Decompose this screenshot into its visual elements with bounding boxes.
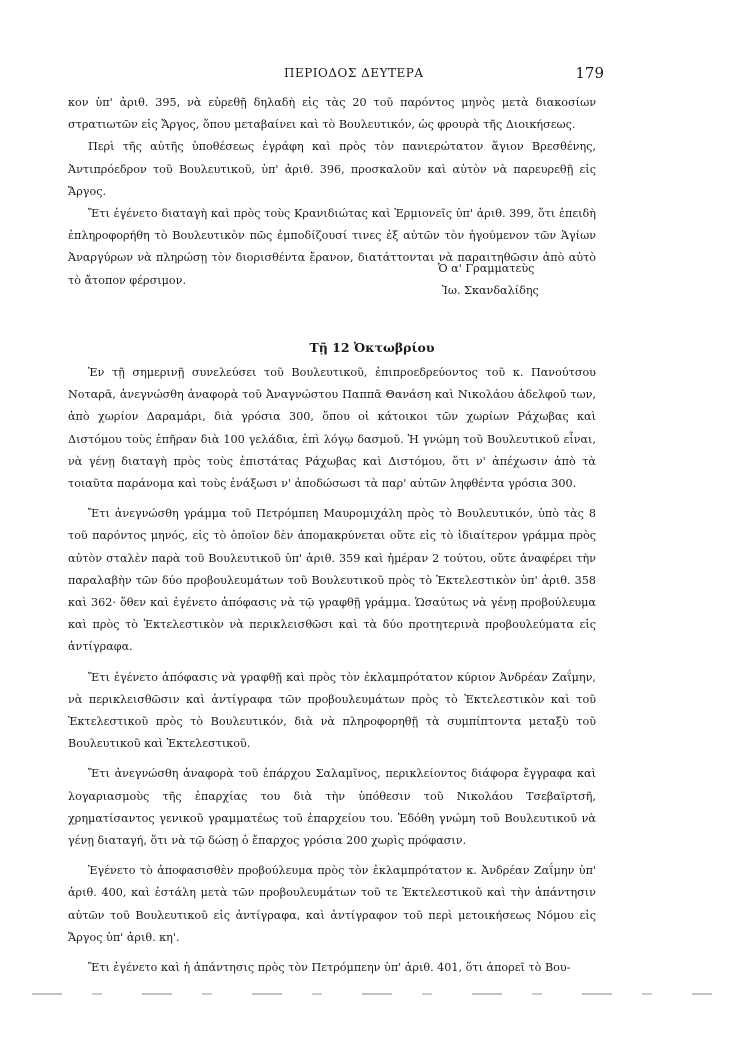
paragraph-continuation: κον ὑπ' ἀριθ. 395, νὰ εὑρεθῇ δηλαδὴ εἰς τὰς 20 τοῦ παρόντος μηνὸς μετὰ διακοσίων στρατιωτῶν εἰς Ἄργος, ὅπου μεταβαίνει καὶ τὸ Βουλευτικόν, ὡς φρουρὰ τῆς Διοικήσεως. <box>68 96 596 132</box>
page-number: 179 <box>575 64 604 82</box>
paragraph: Ἐγένετο τὸ ἀποφασισθὲν προβούλευμα πρὸς τὸν ἐκλαμπρότατον κ. Ἀνδρέαν Ζαΐμην ὑπ' ἀριθ. 400, καὶ ἐστάλη μετὰ τῶν προβουλευμάτων τοῦ τε Ἐκτελεστικοῦ καὶ τὴν ἀπάντησιν αὐτῶν τοῦ Βουλευτικοῦ εἰς ἀντίγραφα, καὶ ἀντίγραφον τοῦ περὶ μετοικήσεως Νόμου εἰς Ἄργος ὑπ' ἀριθ. κη'. <box>68 864 596 944</box>
paragraph: Ἔτι ἀνεγνώσθη γράμμα τοῦ Πετρόμπεη Μαυρομιχάλη πρὸς τὸ Βουλευτικόν, ὑπὸ τὰς 8 τοῦ παρόντος μηνός, εἰς τὸ ὁποῖον δὲν ἀπομακρύνεται οὔτε εἰς τὸ ἰδιαίτερον γράμμα πρὸς αὐτὸν σταλὲν παρὰ τοῦ Βουλευτικοῦ ὑπ' ἀριθ. 359 καὶ ἡμέραν 2 τούτου, οὔτε ἀναφέρει τὴν παραλαβὴν τῶν δύο προβουλευμάτων τοῦ Βουλευτικοῦ πρὸς τὸ Ἐκτελεστικὸν ὑπ' ἀριθ. 358 καὶ 362· ὅθεν καὶ ἐγένετο ἀπόφασις νὰ τῷ γραφθῇ γράμμα. Ὡσαύτως νὰ γένῃ προβούλευμα καὶ πρὸς τὸ Ἐκτελεστικὸν νὰ περικλεισθῶσι καὶ τὰ δύο προτητερινὰ προβουλεύματα εἰς ἀντίγραφα. <box>68 507 596 654</box>
page-header <box>84 66 604 86</box>
paragraph: Ἔτι ἐγένετο ἀπόφασις νὰ γραφθῇ καὶ πρὸς τὸν ἐκλαμπρότατον κύριον Ἀνδρέαν Ζαΐμην, νὰ περικλεισθῶσιν καὶ ἀντίγραφα τῶν προβουλευμάτων πρὸς τὸ Ἐκτελεστικὸν καὶ τοῦ Ἐκτελεστικοῦ πρὸς τὸ Βουλευτικόν, διὰ νὰ πληροφορηθῇ τὰ συμπίπτοντα μεταξὺ τοῦ Βουλευτικοῦ καὶ Ἐκτελεστικοῦ. <box>68 670 596 751</box>
paragraph: Ἔτι ἐγένετο καὶ ἡ ἀπάντησις πρὸς τὸν Πετρόμπεην ὑπ' ἀριθ. 401, ὅτι ἀπορεῖ τὸ Βου- <box>88 961 571 975</box>
running-title: ΠΕΡΙΟΔΟΣ ΔΕΥΤΕΡΑ <box>284 66 424 80</box>
signature-block <box>438 258 539 302</box>
signature-name: Ἰω. Σκανδαλίδης <box>442 284 539 297</box>
body-section <box>68 362 596 979</box>
scan-artifact-rule <box>32 993 712 995</box>
paragraph: Ἐν τῇ σημερινῇ συνελεύσει τοῦ Βουλευτικοῦ, ἐπιπροεδρεύοντος τοῦ κ. Πανούτσου Νοταρᾶ, ἀνεγνώσθη ἀναφορὰ τοῦ Ἀναγνώστου Παππᾶ Θανάση καὶ Νικολάου ἀδελφοῦ των, ἀπὸ χωρίον Δαραμάρι, διὰ γρόσια 300, ὅπου οἱ κάτοικοι τῶν χωρίων Ράχωβας καὶ Διστόμου τοὺς ἐπῆραν διὰ 100 γελάδια, ἐπὶ λόγῳ δασμοῦ. Ἡ γνώμη τοῦ Βουλευτικοῦ εἶναι, νὰ γένῃ διαταγὴ πρὸς τοὺς ἐπιστάτας Ράχωβας καὶ Διστόμου, ὅτι ν' ἀπέχωσιν ἀπὸ τὰ τοιαῦτα παράνομα καὶ τοὺς ἐνάξωσι ν' ἀποδώσωσι τὰ παρ' αὐτῶν ληφθέντα γρόσια 300. <box>68 366 596 491</box>
paragraph: Ἔτι ἀνεγνώσθη ἀναφορὰ τοῦ ἐπάρχου Σαλαμῖνος, περικλείοντος διάφορα ἔγγραφα καὶ λογαριασμοὺς τῆς ἐπαρχίας του διὰ τὴν ὑπόθεσιν τοῦ Νικολάου Τσεβαϊρτσῆ, χρηματίσαντος γενικοῦ γραμματέως τοῦ ἐπαρχείου του. Ἐδόθη γνώμη τοῦ Βουλευτικοῦ νὰ γένῃ διαταγή, ὅτι νὰ τῷ δώσῃ ὁ ἔπαρχος γρόσια 200 χωρὶς πρόφασιν. <box>68 767 596 848</box>
paragraph: Ἔτι ἐγένετο διαταγὴ καὶ πρὸς τοὺς Κρανιδιώτας καὶ Ἑρμιονεῖς ὑπ' ἀριθ. 399, ὅτι ἐπειδὴ ἐπληροφορήθη τὸ Βουλευτικὸν πῶς ἐμποδίζουσί τινες ἐξ αὐτῶν τὸν ἡγούμενον τῶν Ἁγίων Ἀναργύρων νὰ πληρώσῃ τὸν διορισθέντα ἔρανον, διατάττονται νὰ παραιτηθῶσιν ἀπὸ αὐτὸ τὸ ἄτοπον φέρσιμον. <box>68 207 596 287</box>
signature-title: Ὁ α' Γραμματεὺς <box>438 262 535 275</box>
paragraph: Περὶ τῆς αὐτῆς ὑποθέσεως ἐγράφη καὶ πρὸς τὸν πανιερώτατον ἅγιον Βρεσθένης, Ἀντιπρόεδρον τοῦ Βουλευτικοῦ, ὑπ' ἀριθ. 396, προσκαλοῦν καὶ αὐτὸν νὰ παρευρεθῇ εἰς Ἄργος. <box>68 140 596 198</box>
date-heading: Τῇ 12 Ὀκτωβρίου <box>309 340 435 355</box>
